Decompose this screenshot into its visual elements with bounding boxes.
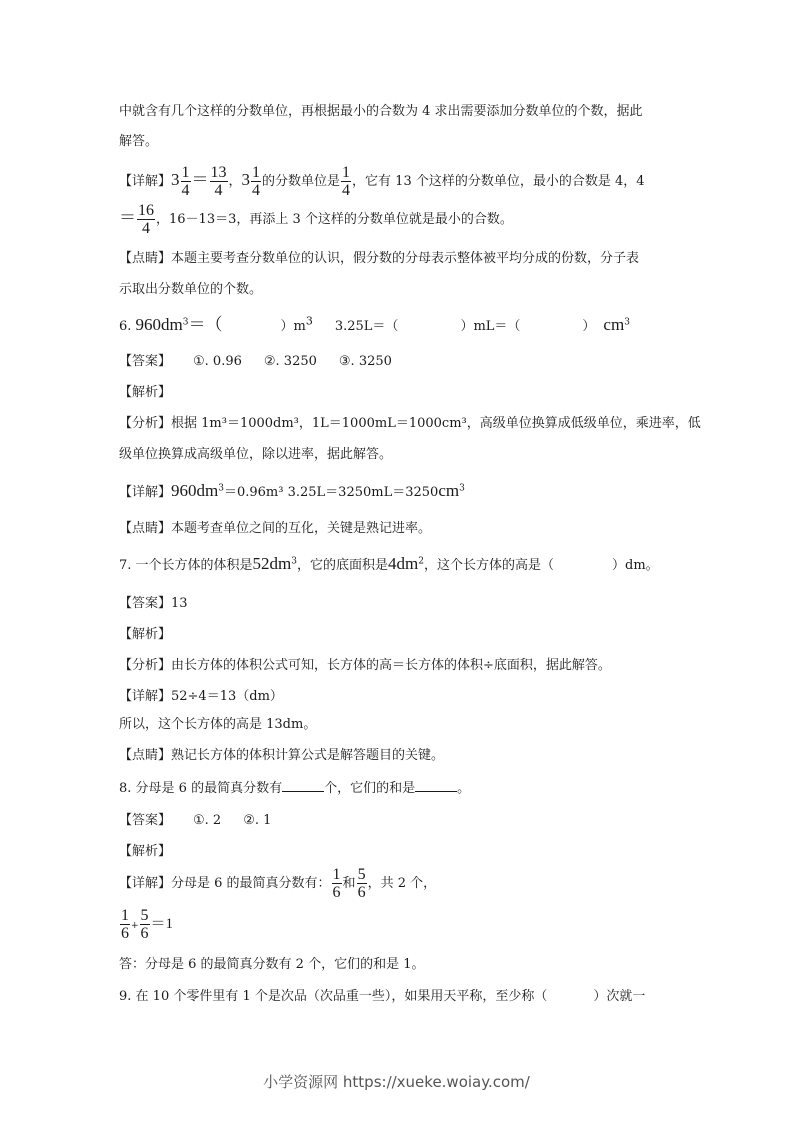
detail-label: 【详解】 (119, 174, 172, 189)
fraction-one-quarter-2 (251, 164, 261, 199)
denominator: 6 (332, 884, 341, 901)
q7-answer: 【答案】13 (119, 596, 188, 611)
q6-point: 【点睛】本题考查单位之间的互化，关键是熟记进率。 (119, 521, 432, 536)
fraction-5-over-6 (140, 907, 150, 942)
exponent: 3 (624, 317, 630, 328)
q7-analysis-label: 【解析】 (119, 627, 172, 642)
question-text: ）dm。 (612, 558, 659, 573)
detail-text: ，它有 13 个这样的分数单位，最小的合数是 4，4 (352, 174, 645, 189)
q7-point: 【点睛】熟记长方体的体积计算公式是解答题目的关键。 (119, 748, 445, 763)
q5-detail-line2 (119, 200, 513, 238)
numerator: 1 (332, 866, 341, 883)
denominator: 6 (357, 884, 366, 901)
question-number: 6. (119, 319, 132, 334)
q8-sum (119, 906, 173, 944)
question-text: ）次就一 (593, 989, 646, 1004)
q8-answer (119, 812, 271, 830)
q6-analysis-label: 【解析】 (119, 385, 172, 400)
answer-3: ③. 3250 (338, 354, 392, 369)
and-text: 和 (342, 876, 356, 891)
exponent: 2 (418, 556, 424, 567)
numerator: 16 (138, 202, 154, 219)
comma: ， (228, 174, 242, 189)
numerator: 1 (252, 164, 261, 181)
denominator: 4 (214, 182, 223, 199)
liters-open: 3.25L＝（ (334, 319, 399, 334)
detail-text: 【详解】分母是 6 的最简真分数有： (119, 876, 331, 891)
q8-conclusion: 答：分母是 6 的最简真分数有 2 个，它们的和是 1。 (119, 957, 425, 972)
denominator: 6 (140, 925, 149, 942)
numerator: 13 (210, 164, 227, 181)
q6-fenxi-line2: 级单位换算成高级单位，除以进率，据此解答。 (119, 447, 393, 462)
numerator: 5 (357, 866, 366, 883)
detail-label: 【详解】 (119, 485, 172, 500)
detail-text: ＝0.96m³ 3.25L＝3250mL＝3250 (223, 485, 439, 500)
question-text: ，它的底面积是 (297, 558, 389, 573)
answer-blank-2 (415, 779, 457, 792)
fraction-unit (341, 164, 351, 199)
footer-watermark: 小学资源网 https://xueke.woiay.com/ (263, 1073, 530, 1091)
unit-cm: cm (438, 481, 460, 500)
unit-cm: cm (603, 315, 625, 334)
numerator: 1 (181, 164, 190, 181)
answer-label: 【答案】 (119, 813, 172, 828)
math-expr: 960dm (135, 315, 183, 334)
detail-text: 的分数单位是 (262, 174, 341, 189)
exponent: 3 (218, 483, 224, 494)
numerator: 1 (342, 164, 351, 181)
paren-close: ） (582, 319, 596, 334)
numerator: 1 (121, 907, 129, 924)
question-text: 。 (457, 781, 471, 796)
area-value: 4dm (388, 554, 419, 573)
fraction-one-quarter (181, 164, 191, 199)
exponent: 3 (305, 314, 313, 328)
answer-2: ②. 3250 (263, 354, 317, 369)
math-expr: 960dm (171, 481, 219, 500)
mixed-whole-2: 3 (241, 170, 251, 189)
mixed-whole: 3 (171, 170, 180, 189)
fraction-1-over-6 (332, 866, 342, 901)
q5-analysis-end: 解答。 (119, 134, 159, 149)
detail-text: ，共 2 个， (367, 876, 437, 891)
denominator: 6 (121, 925, 129, 942)
q7-detail: 【详解】52÷4＝13（dm） (119, 689, 283, 704)
q9-question (119, 988, 645, 1006)
q6-answer (119, 353, 392, 371)
q7-conclusion: 所以，这个长方体的高是 13dm。 (119, 717, 317, 732)
question-text: 7. 一个长方体的体积是 (119, 558, 253, 573)
q8-analysis-label: 【解析】 (119, 844, 172, 859)
numerator: 5 (140, 907, 149, 924)
plus-sign: + (131, 921, 139, 931)
exponent: 3 (291, 556, 298, 567)
answer-label: 【答案】 (119, 354, 172, 369)
answer-1: ①. 2 (193, 813, 222, 828)
q5-point-line2: 示取出分数单位的个数。 (119, 282, 263, 297)
answer-blank-1 (282, 779, 324, 792)
q5-analysis-continuation: 中就含有几个这样的分数单位，再根据最小的合数为 4 求出需要添加分数单位的个数，据此 (119, 104, 643, 119)
question-text: 个，它们的和是 (324, 781, 416, 796)
q5-point-line1: 【点睛】本题主要考查分数单位的认识，假分数的分母表示整体被平均分成的份数，分子表 (119, 251, 640, 266)
q6-fenxi-line1: 【分析】根据 1m³＝1000dm³，1L＝1000mL＝1000cm³，高级单位换算成低级单位，乘进率，低 (119, 416, 701, 431)
denominator: 4 (342, 182, 351, 199)
question-text: ，这个长方体的高是（ (424, 558, 555, 573)
equals-open: ＝（ (188, 315, 223, 334)
unit-m3: ）m (280, 319, 306, 334)
denominator: 4 (181, 182, 190, 199)
ml-open: ）mL＝（ (460, 319, 521, 334)
volume-value: 52dm (252, 554, 292, 573)
q7-question (119, 555, 659, 575)
exponent: 3 (459, 483, 465, 494)
q6-question (119, 316, 630, 336)
answer-2: ②. 1 (243, 813, 272, 828)
equals-sign: ＝ (119, 208, 136, 227)
denominator: 4 (252, 182, 261, 199)
equals-sign: ＝ (191, 170, 209, 189)
q8-detail (119, 866, 436, 902)
fraction-1-over-6 (120, 907, 130, 942)
q5-detail-line1 (119, 162, 645, 200)
detail-text: ，16－13＝3，再添上 3 个这样的分数单位就是最小的合数。 (156, 212, 513, 227)
q7-fenxi: 【分析】由长方体的体积公式可知，长方体的高＝长方体的体积÷底面积，据此解答。 (119, 658, 611, 673)
question-text: 8. 分母是 6 的最简真分数有 (119, 781, 283, 796)
sum-result: ＝1 (150, 916, 174, 932)
fraction-13-over-4 (210, 164, 228, 199)
q6-detail (119, 482, 465, 502)
answer-1: ①. 0.96 (193, 354, 242, 369)
fraction-16-over-4 (137, 202, 155, 237)
fraction-5-over-6 (357, 866, 367, 901)
exponent: 3 (182, 317, 189, 328)
q8-question (119, 779, 470, 798)
question-text: 9. 在 10 个零件里有 1 个是次品（次品重一些），如果用天平称，至少称（ (119, 989, 548, 1004)
denominator: 4 (142, 220, 150, 237)
